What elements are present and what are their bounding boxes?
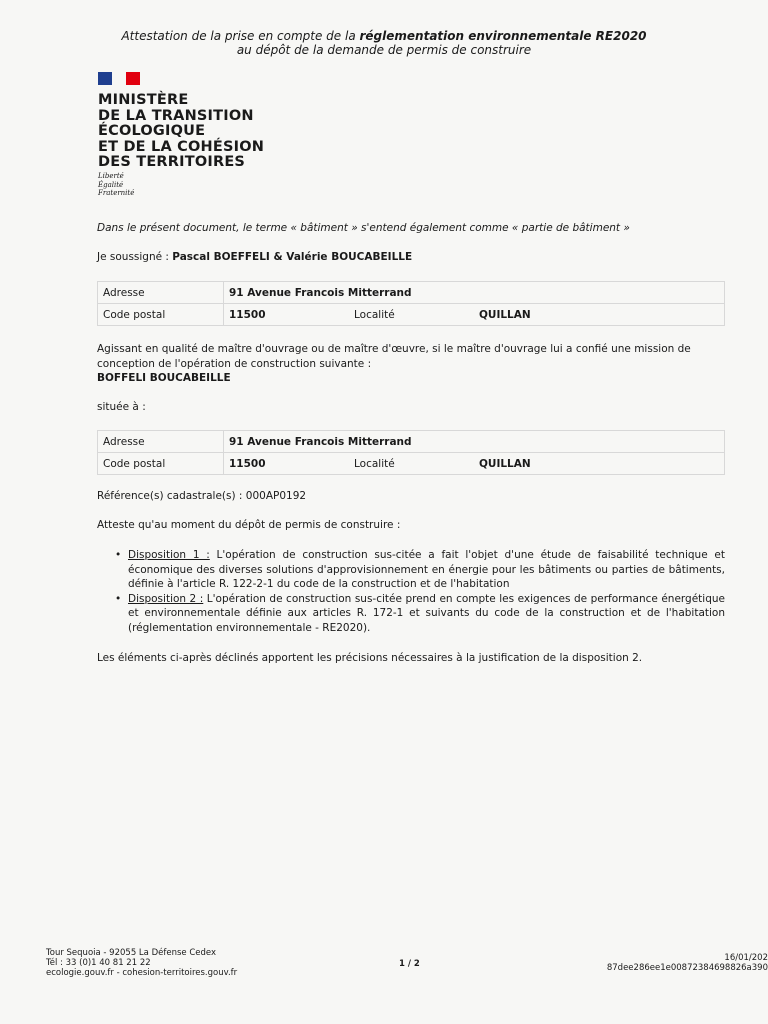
document-subtitle: au dépôt de la demande de permis de construire: [236, 43, 532, 57]
disposition-text: L'opération de construction sus-citée prend en compte les exigences de performance énergétique et environnementale définie aux articles R. 172-1 et suivants du code de la construction et de l'habitation (réglementation environnementale - RE2020).: [128, 592, 725, 634]
dispositions-list: [115, 548, 725, 635]
republic-motto: [98, 172, 134, 198]
localite-value: QUILLAN: [474, 304, 725, 326]
localite-value: QUILLAN: [474, 453, 725, 475]
motto-egalite: Égalité: [98, 180, 124, 189]
adresse-value: 91 Avenue Francois Mitterrand: [224, 282, 725, 304]
title-prefix: Attestation de la prise en compte de la: [121, 29, 360, 43]
intro-note: Dans le présent document, le terme « bâtiment » s'entend également comme « partie de bâtiment »: [97, 222, 630, 234]
agissant-line: conception de l'opération de construction suivante :: [97, 357, 372, 370]
disposition-label: Disposition 1 :: [128, 549, 210, 561]
localite-label: Localité: [349, 304, 474, 326]
motto-liberte: Liberté: [98, 172, 124, 180]
situee-label: située à :: [97, 401, 146, 413]
disposition-text: L'opération de construction sus-citée a fait l'objet d'une étude de faisabilité technique et économique des diverses solutions d'approvisionnement en énergie pour les bâtiments ou parties de bâtiments, définie à l'article R. 122-2-1 du code de la construction et de l'habitation: [128, 549, 725, 590]
footer-line: ecologie.gouv.fr - cohesion-territoires.gouv.fr: [46, 968, 238, 978]
list-item: [115, 592, 725, 636]
ministry-line: ET DE LA COHÉSION: [98, 138, 265, 155]
atteste-line: Atteste qu'au moment du dépôt de permis de construire :: [97, 519, 401, 531]
bullet-icon: •: [115, 549, 122, 561]
footer-line: Tour Sequoia - 92055 La Défense Cedex: [46, 948, 216, 958]
adresse-value: 91 Avenue Francois Mitterrand: [224, 431, 725, 453]
agissant-line: Agissant en qualité de maître d'ouvrage ou de maître d'œuvre, si le maître d'ouvrage lui a confié une mission de: [97, 343, 691, 355]
signatory-line: [97, 250, 412, 265]
ministry-line: MINISTÈRE: [98, 92, 189, 108]
cadastre-reference: Référence(s) cadastrale(s) : 000AP0192: [97, 490, 307, 502]
cp-label: Code postal: [98, 453, 224, 475]
signatory-prefix: Je soussigné :: [97, 251, 173, 263]
agissant-paragraph: [97, 342, 727, 386]
motto-fraternite: Fraternité: [98, 189, 135, 197]
footer-hash: 87dee286ee1e00872384698826a390: [606, 963, 768, 973]
adresse-label: Adresse: [98, 282, 224, 304]
document-title: [0, 29, 768, 43]
footer-address: [46, 948, 237, 978]
footer-date: 16/01/202: [724, 953, 768, 963]
cp-label: Code postal: [98, 304, 224, 326]
disposition-label: Disposition 2 :: [128, 592, 204, 605]
adresse-label: Adresse: [98, 431, 224, 453]
cp-value: 11500: [224, 304, 349, 326]
ministry-line: DE LA TRANSITION: [98, 107, 254, 124]
address-table-site: [97, 430, 725, 475]
footer-line: Tél : 33 (0)1 40 81 21 22: [46, 958, 151, 968]
title-bold: réglementation environnementale RE2020: [359, 29, 647, 43]
operation-name: BOFFELI BOUCABEILLE: [97, 372, 231, 384]
ministry-name: [98, 93, 264, 171]
ministry-line: DES TERRITOIRES: [98, 154, 246, 170]
cp-value: 11500: [224, 453, 349, 475]
address-table-owner: [97, 281, 725, 326]
marianne-flag-logo: [98, 72, 140, 85]
list-item: [115, 548, 725, 592]
ministry-line: ÉCOLOGIQUE: [98, 123, 206, 139]
footer-meta: [607, 953, 768, 973]
localite-label: Localité: [349, 453, 474, 475]
signatory-name: Pascal BOEFFELI & Valérie BOUCABEILLE: [172, 251, 413, 263]
closing-paragraph: Les éléments ci-après déclinés apportent les précisions nécessaires à la justification de la disposition 2.: [97, 652, 643, 664]
page-number: 1 / 2: [399, 959, 420, 969]
bullet-icon: •: [115, 592, 122, 605]
